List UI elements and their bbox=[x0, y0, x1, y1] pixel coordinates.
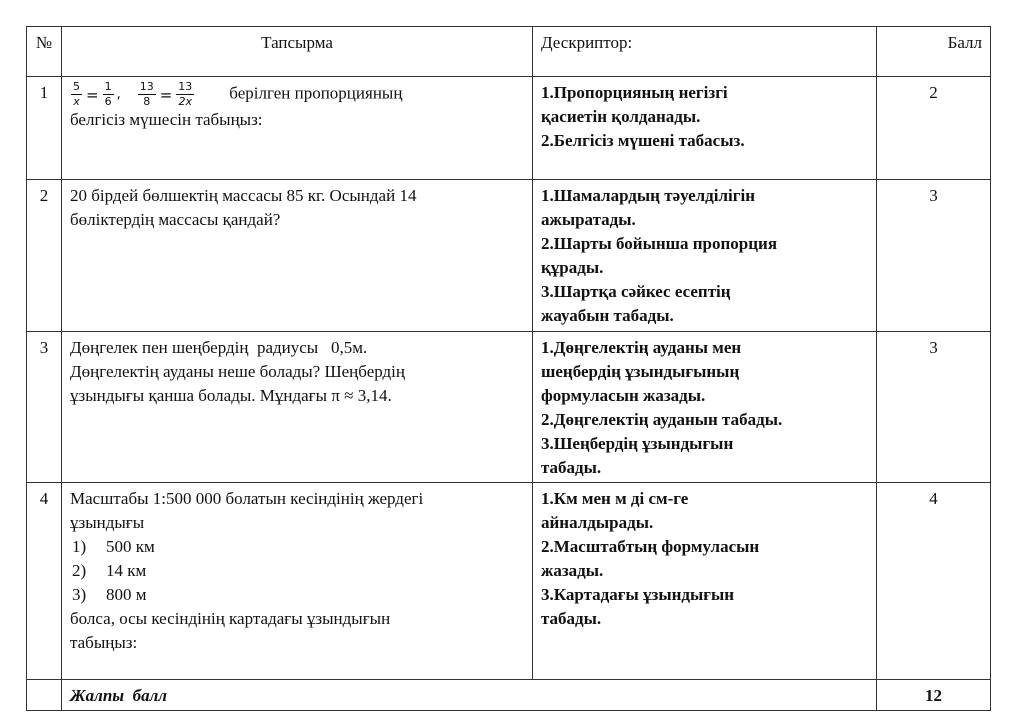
descriptor-line: айналдырады. bbox=[541, 513, 654, 532]
task-text: Дөңгелектің ауданы неше болады? Шеңбердің bbox=[70, 362, 405, 381]
task-text: ұзындығы bbox=[70, 513, 145, 532]
descriptor-line: 1.Дөңгелектің ауданы мен bbox=[541, 338, 742, 357]
total-label: Жалпы балл bbox=[70, 686, 168, 705]
descriptor-line: шеңбердің ұзындығының bbox=[541, 362, 740, 381]
fraction-numerator: 1 bbox=[104, 80, 112, 93]
total-value: 12 bbox=[877, 680, 991, 711]
fraction-denominator: 6 bbox=[104, 95, 112, 108]
descriptor-line: 2.Белгісіз мүшені табасыз. bbox=[541, 131, 745, 150]
list-item bbox=[70, 535, 524, 559]
descriptor-cell bbox=[533, 332, 877, 483]
table-row bbox=[27, 180, 991, 332]
task-text: Дөңгелек пен шеңбердің радиусы 0,5м. bbox=[70, 338, 368, 357]
score-value: 3 bbox=[877, 180, 991, 332]
header-num: № bbox=[27, 27, 62, 77]
option-text: 500 км bbox=[106, 537, 155, 556]
table-row bbox=[27, 483, 991, 680]
fraction-denominator: 8 bbox=[143, 95, 151, 108]
fraction-denominator: x bbox=[73, 95, 80, 108]
table-row bbox=[27, 332, 991, 483]
score-value: 2 bbox=[877, 77, 991, 180]
total-label-cell bbox=[62, 680, 877, 711]
descriptor-line: 3.Картадағы ұзындығын bbox=[541, 585, 735, 604]
fraction-numerator: 13 bbox=[178, 80, 193, 93]
descriptor-line: табады. bbox=[541, 609, 602, 628]
descriptor-line: 2.Дөңгелектің ауданын табады. bbox=[541, 410, 783, 429]
option-text: 14 км bbox=[106, 561, 147, 580]
task-text: бөліктердің массасы қандай? bbox=[70, 210, 281, 229]
descriptor-line: 1.Км мен м ді см-ге bbox=[541, 489, 689, 508]
equals-sign: = bbox=[159, 85, 173, 104]
descriptor-cell bbox=[533, 180, 877, 332]
score-value: 4 bbox=[877, 483, 991, 680]
fraction-numerator: 13 bbox=[139, 80, 154, 93]
descriptor-line: жазады. bbox=[541, 561, 604, 580]
task-text: белгісіз мүшесін табыңыз: bbox=[70, 110, 263, 129]
task-text: берілген пропорцияның bbox=[229, 83, 403, 103]
header-descriptor: Дескриптор: bbox=[533, 27, 877, 77]
task-cell bbox=[62, 180, 533, 332]
descriptor-line: құрады. bbox=[541, 258, 604, 277]
row-number: 3 bbox=[27, 332, 62, 483]
fraction bbox=[138, 81, 156, 108]
total-empty-cell bbox=[27, 680, 62, 711]
proportion-formula bbox=[70, 81, 195, 108]
list-marker: 1) bbox=[72, 537, 87, 556]
row-number: 1 bbox=[27, 77, 62, 180]
table-row bbox=[27, 77, 991, 180]
list-item bbox=[70, 559, 524, 583]
score-value: 3 bbox=[877, 332, 991, 483]
task-text: 20 бірдей бөлшектің массасы 85 кг. Осындай 14 bbox=[70, 186, 417, 205]
descriptor-line: 3.Шеңбердің ұзындығын bbox=[541, 434, 734, 453]
row-number: 2 bbox=[27, 180, 62, 332]
descriptor-line: 2.Масштабтың формуласын bbox=[541, 537, 760, 556]
task-text: болса, осы кесіндінің картадағы ұзындығын bbox=[70, 609, 391, 628]
formula-separator: , bbox=[116, 86, 121, 102]
option-text: 800 м bbox=[106, 585, 147, 604]
descriptor-line: 2.Шарты бойынша пропорция bbox=[541, 234, 778, 253]
options-list bbox=[70, 535, 524, 607]
descriptor-line: табады. bbox=[541, 458, 602, 477]
list-marker: 2) bbox=[72, 561, 87, 580]
fraction-denominator: 2x bbox=[178, 95, 193, 108]
descriptor-line: 1.Шамалардың тәуелділігін bbox=[541, 186, 755, 205]
equals-sign: = bbox=[86, 85, 99, 104]
descriptor-line: жауабын табады. bbox=[541, 306, 674, 325]
descriptor-cell bbox=[533, 483, 877, 680]
task-text: табыңыз: bbox=[70, 633, 138, 652]
header-row bbox=[27, 27, 991, 77]
task-cell bbox=[62, 483, 533, 680]
task-text: Масштабы 1:500 000 болатын кесіндінің жердегі bbox=[70, 489, 424, 508]
fraction bbox=[103, 81, 114, 108]
descriptor-line: 1.Пропорцияның негізгі bbox=[541, 83, 728, 102]
header-task: Тапсырма bbox=[62, 27, 533, 77]
descriptor-line: 3.Шартқа сәйкес есептің bbox=[541, 282, 731, 301]
assessment-table bbox=[26, 26, 991, 711]
task-cell bbox=[62, 332, 533, 483]
total-row bbox=[27, 680, 991, 711]
row-number: 4 bbox=[27, 483, 62, 680]
list-item bbox=[70, 583, 524, 607]
task-cell bbox=[62, 77, 533, 180]
header-score: Балл bbox=[877, 27, 991, 77]
descriptor-line: қасиетін қолданады. bbox=[541, 107, 701, 126]
fraction bbox=[176, 81, 194, 108]
list-marker: 3) bbox=[72, 585, 87, 604]
descriptor-line: формуласын жазады. bbox=[541, 386, 706, 405]
descriptor-line: ажыратады. bbox=[541, 210, 636, 229]
fraction-numerator: 5 bbox=[73, 80, 80, 93]
fraction bbox=[71, 81, 82, 108]
descriptor-cell bbox=[533, 77, 877, 180]
task-text: ұзындығы қанша болады. Мұндағы π ≈ 3,14. bbox=[70, 386, 392, 405]
